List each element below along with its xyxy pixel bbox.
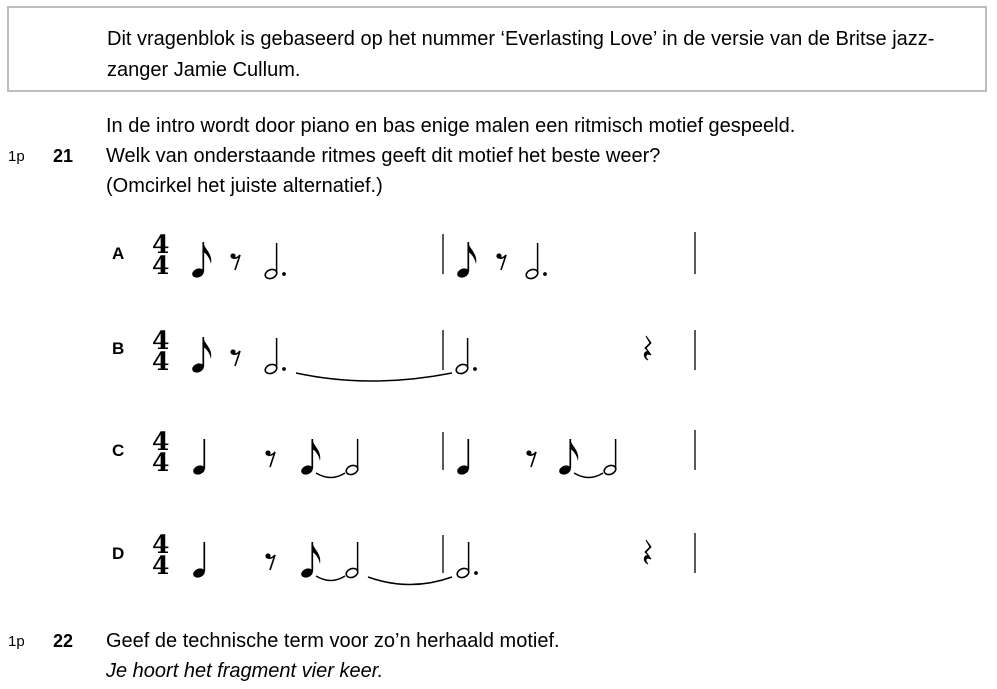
option-b-eighth-note <box>191 337 211 374</box>
option-b-tie <box>296 373 452 381</box>
option-d-quarter-rest <box>644 540 651 564</box>
option-d-dotted-half <box>456 542 478 579</box>
rhythm-notation: 4 4 <box>0 0 997 689</box>
question-21-instruction: (Omcirkel het juiste alternatief.) <box>106 175 383 197</box>
question-21-text: Welk van onderstaande ritmes geeft dit motief het beste weer? <box>106 145 661 167</box>
option-c-eighth-rest-1 <box>265 450 275 467</box>
option-b-quarter-rest <box>644 336 651 360</box>
option-c-eighth-rest-2 <box>526 450 536 467</box>
option-d-quarter-note <box>192 542 206 579</box>
context-text: Dit vragenblok is gebaseerd op het nummer ‘Everlasting Love’ in de versie van de Britse jazz-zanger Jamie Cullum. <box>107 28 935 81</box>
option-a-eighth-note-2 <box>456 242 476 279</box>
option-d-label[interactable]: D <box>112 544 125 563</box>
option-b-time-signature <box>152 326 169 376</box>
question-22-number: 22 <box>53 631 74 651</box>
option-d-half-note <box>345 542 359 579</box>
option-a-time-signature <box>152 230 169 280</box>
question-22-points: 1p <box>8 633 25 650</box>
option-c-half-note-1 <box>345 439 359 476</box>
option-c-label[interactable]: C <box>112 441 125 460</box>
option-c-quarter-note-2 <box>456 439 470 476</box>
option-b-label[interactable]: B <box>112 339 125 358</box>
option-d-tie-2 <box>368 577 452 585</box>
option-b-dotted-half-1 <box>264 338 286 375</box>
option-a-eighth-note-1 <box>191 242 211 279</box>
option-d-time-signature <box>152 530 169 580</box>
option-b-dotted-half-2 <box>455 338 477 375</box>
option-a-dotted-half-2 <box>525 243 547 280</box>
option-a-label[interactable]: A <box>112 244 125 263</box>
option-d-eighth-note <box>300 542 320 579</box>
option-a-eighth-rest-1 <box>230 253 240 270</box>
option-a-dotted-half-1 <box>264 243 286 280</box>
question-22-text: Geef de technische term voor zo’n herhaald motief. <box>106 630 560 652</box>
option-c-eighth-note-2 <box>558 439 578 476</box>
question-21-lead: In de intro wordt door piano en bas enige malen een ritmisch motief gespeeld. <box>106 115 796 137</box>
option-a-eighth-rest-2 <box>496 253 506 270</box>
option-b-eighth-rest <box>230 349 240 366</box>
question-21-points: 1p <box>8 148 25 165</box>
option-c-tie-1 <box>316 473 345 478</box>
option-c-half-note-2 <box>603 439 617 476</box>
option-c-eighth-note-1 <box>300 439 320 476</box>
option-d-eighth-rest <box>265 553 275 570</box>
question-22-note: Je hoort het fragment vier keer. <box>106 660 384 682</box>
option-c-quarter-note-1 <box>192 439 206 476</box>
option-d-tie-1 <box>316 576 345 581</box>
option-c-tie-2 <box>574 473 603 478</box>
question-21-number: 21 <box>53 146 74 166</box>
option-c-time-signature <box>152 427 169 477</box>
